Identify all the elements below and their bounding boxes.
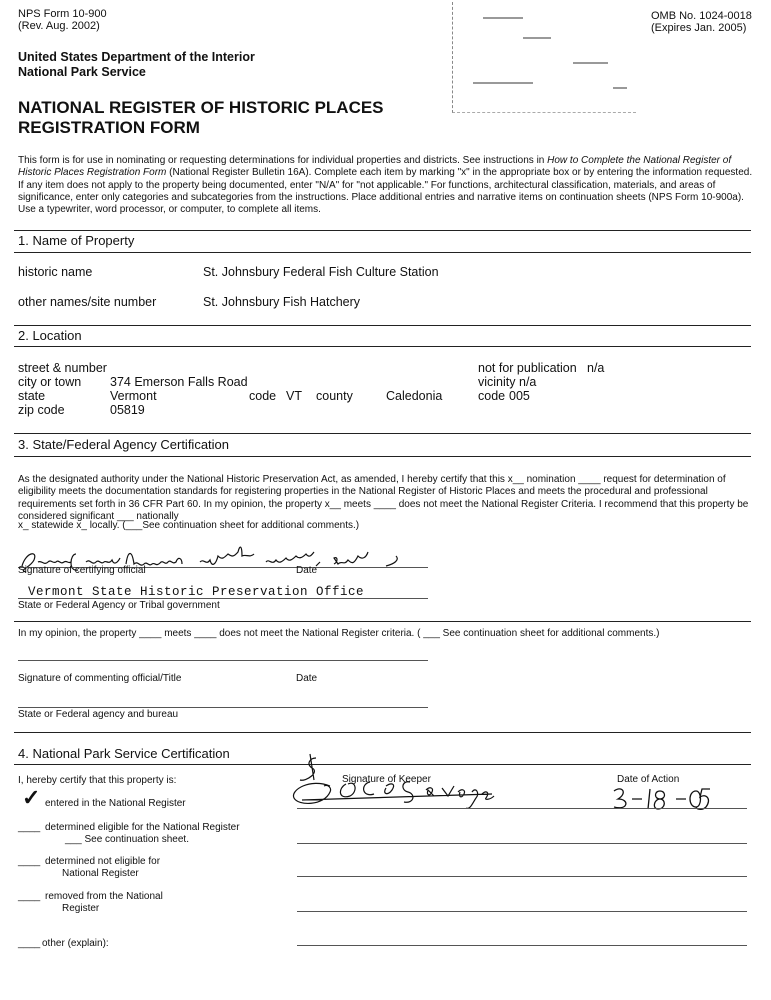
- intro-text: This form is for use in nominating or requesting determinations for individual properties and districts. See instructions in: [18, 155, 548, 166]
- option-not-eligible-sub: National Register: [62, 868, 139, 879]
- certification-text: As the designated authority under the National Historic Preservation Act, as amended, I hereby certify that this x__ nomination ____ request for determination of eligibility meets the documentation standards for registering properties in the National Register of Historic Places and meets the procedural and professional requirements set forth in 36 CFR Part 60. In my opinion, the property x__ meets ____ does not meet the National Register Criteria. I recommend that this property be considered significant ___ nationally: [18, 474, 749, 522]
- option-entered: entered in the National Register: [45, 798, 186, 809]
- option-not-eligible: determined not eligible for: [45, 856, 161, 867]
- certification-text-level: x_ statewide x_ locally. (___See continuation sheet for additional comments.): [18, 520, 360, 531]
- received-stamp: [452, 2, 636, 113]
- city-value[interactable]: 374 Emerson Falls Road: [110, 375, 248, 389]
- other-names-label: other names/site number: [18, 295, 157, 309]
- section-2-heading: 2. Location: [18, 328, 82, 343]
- omb-number: OMB No. 1024-0018: [651, 10, 752, 22]
- keeper-signature-label: Signature of Keeper: [342, 774, 431, 785]
- date-of-action-label: Date of Action: [617, 774, 680, 785]
- department: United States Department of the Interior: [18, 50, 255, 64]
- opinion-text: In my opinion, the property ____ meets ____ does not meet the National Register criteria. ( ___ See continuation sheet for additional comments.): [18, 628, 660, 639]
- commenting-official-label: Signature of commenting official/Title: [18, 673, 182, 684]
- state-agency-label: State or Federal Agency or Tribal government: [18, 600, 220, 611]
- intro-text-rest: (National Register Bulletin 16A). Complete each item by marking "x" in the appropriate box or by entering the information requested. If any item does not apply to the property being documented, enter "N/A" for "not applicable." For functions, architectural classification, materials, and areas of significance, enter only categories and subcategories from the instructions. Place additional entries and narrative items on continuation sheets (NPS Form 10-900a). Use a typewriter, word processor, or computer, to complete all items.: [18, 167, 753, 216]
- certifying-date-label: Date: [296, 565, 318, 576]
- form-title-line1: NATIONAL REGISTER OF HISTORIC PLACES: [18, 98, 384, 117]
- state-code-label: code: [249, 389, 277, 403]
- option-other: other (explain):: [42, 938, 109, 949]
- county-code-value[interactable]: 005: [509, 389, 530, 403]
- option-eligible-mark[interactable]: ____: [18, 822, 41, 833]
- street-label: street & number: [18, 361, 107, 375]
- section-4-heading: 4. National Park Service Certification: [18, 746, 230, 761]
- historic-name-value[interactable]: St. Johnsbury Federal Fish Culture Station: [203, 265, 439, 279]
- option-removed: removed from the National: [45, 891, 163, 902]
- omb-expires: (Expires Jan. 2005): [651, 22, 747, 34]
- county-label: county: [316, 389, 353, 403]
- certifying-signature-label: Signature of certifying official: [18, 565, 146, 576]
- not-for-pub-label: not for publication: [478, 361, 577, 375]
- state-code-value[interactable]: VT: [286, 389, 302, 403]
- vicinity-value[interactable]: n/a: [519, 375, 537, 389]
- city-label: city or town: [18, 375, 82, 389]
- zip-label: zip code: [18, 403, 65, 417]
- intro-instructions: [18, 155, 753, 216]
- option-not-eligible-mark[interactable]: ____: [18, 856, 41, 867]
- option-other-mark[interactable]: ____: [18, 938, 41, 949]
- option-eligible: determined eligible for the National Register: [45, 822, 240, 833]
- vicinity-label: vicinity: [478, 375, 516, 389]
- keeper-certify-label: I, hereby certify that this property is:: [18, 775, 177, 786]
- historic-name-label: historic name: [18, 265, 93, 279]
- county-code-label: code: [478, 389, 506, 403]
- agency-service: National Park Service: [18, 65, 146, 79]
- state-label: state: [18, 389, 46, 403]
- county-value[interactable]: Caledonia: [386, 389, 443, 403]
- state-value[interactable]: Vermont: [110, 389, 157, 403]
- intro-bulletin-title: How to Complete the National Register of Historic Places Registration Form: [18, 155, 732, 179]
- entered-checkmark[interactable]: ✓: [22, 785, 41, 810]
- form-number: NPS Form 10-900: [18, 8, 107, 20]
- other-names-value[interactable]: St. Johnsbury Fish Hatchery: [203, 295, 361, 309]
- option-eligible-continuation: ___ See continuation sheet.: [65, 834, 189, 845]
- zip-value[interactable]: 05819: [110, 403, 145, 417]
- section-1-heading: 1. Name of Property: [18, 233, 135, 248]
- option-removed-sub: Register: [62, 903, 100, 914]
- state-agency-typed[interactable]: Vermont State Historic Preservation Office: [28, 585, 365, 599]
- form-revision: (Rev. Aug. 2002): [18, 20, 100, 32]
- option-removed-mark[interactable]: ____: [18, 891, 41, 902]
- section-3-heading: 3. State/Federal Agency Certification: [18, 437, 230, 452]
- commenting-date-label: Date: [296, 673, 318, 684]
- not-for-pub-value[interactable]: n/a: [587, 361, 605, 375]
- form-title-line2: REGISTRATION FORM: [18, 118, 200, 137]
- keeper-signature: [290, 748, 510, 814]
- bureau-label: State or Federal agency and bureau: [18, 709, 179, 720]
